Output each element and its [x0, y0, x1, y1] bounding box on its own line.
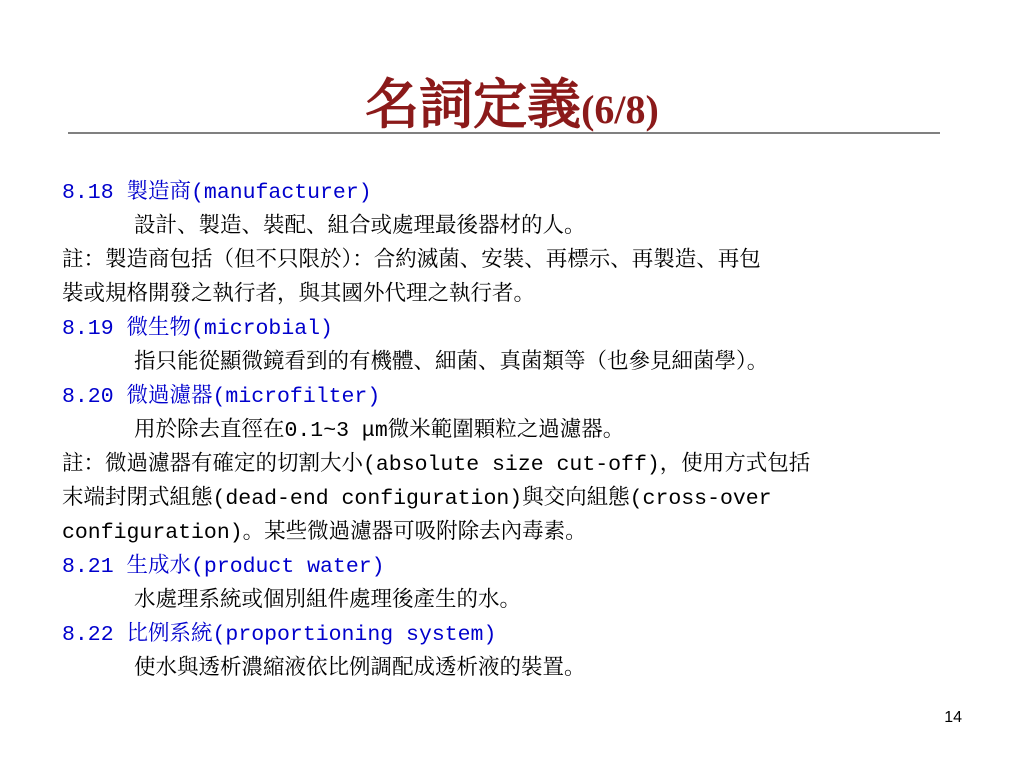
definition-8-22: 使水與透析濃縮液依比例調配成透析液的裝置。: [134, 657, 586, 681]
slide-title: [0, 62, 1024, 139]
term-8-20: 8.20 微過濾器(microfilter): [62, 385, 381, 409]
title-number: (6/8): [581, 87, 659, 132]
note-8-20-line-3: configuration)。某些微過濾器可吸附除去內毒素。: [62, 521, 587, 545]
definition-list: [62, 176, 1007, 686]
definition-8-21: 水處理系統或個別組件處理後產生的水。: [134, 589, 522, 613]
definition-8-18: 設計、製造、裝配、組合或處理最後器材的人。: [134, 215, 586, 239]
title-underline: [68, 132, 940, 134]
definition-8-19: 指只能從顯微鏡看到的有機體、細菌、真菌類等（也參見細菌學）。: [134, 351, 769, 375]
note-8-20-line-1: 註：微過濾器有確定的切割大小(absolute size cut-off)，使用方式包括: [62, 453, 811, 477]
note-8-20-line-2: 末端封閉式組態(dead-end configuration)與交向組態(cross-over: [62, 487, 772, 511]
note-8-18-line-1: 註：製造商包括（但不只限於）：合約滅菌、安裝、再標示、再製造、再包: [62, 249, 761, 273]
term-8-19: 8.19 微生物(microbial): [62, 317, 333, 341]
term-8-22: 8.22 比例系統(proportioning system): [62, 623, 497, 647]
term-8-18: 8.18 製造商(manufacturer): [62, 181, 372, 205]
title-main: 名詞定義: [365, 72, 582, 136]
term-8-21: 8.21 生成水(product water): [62, 555, 385, 579]
note-8-18-line-2: 裝或規格開發之執行者，與其國外代理之執行者。: [62, 283, 536, 307]
page-number: 14: [944, 709, 962, 726]
definition-8-20: 用於除去直徑在0.1~3 μm微米範圍顆粒之過濾器。: [134, 419, 625, 443]
